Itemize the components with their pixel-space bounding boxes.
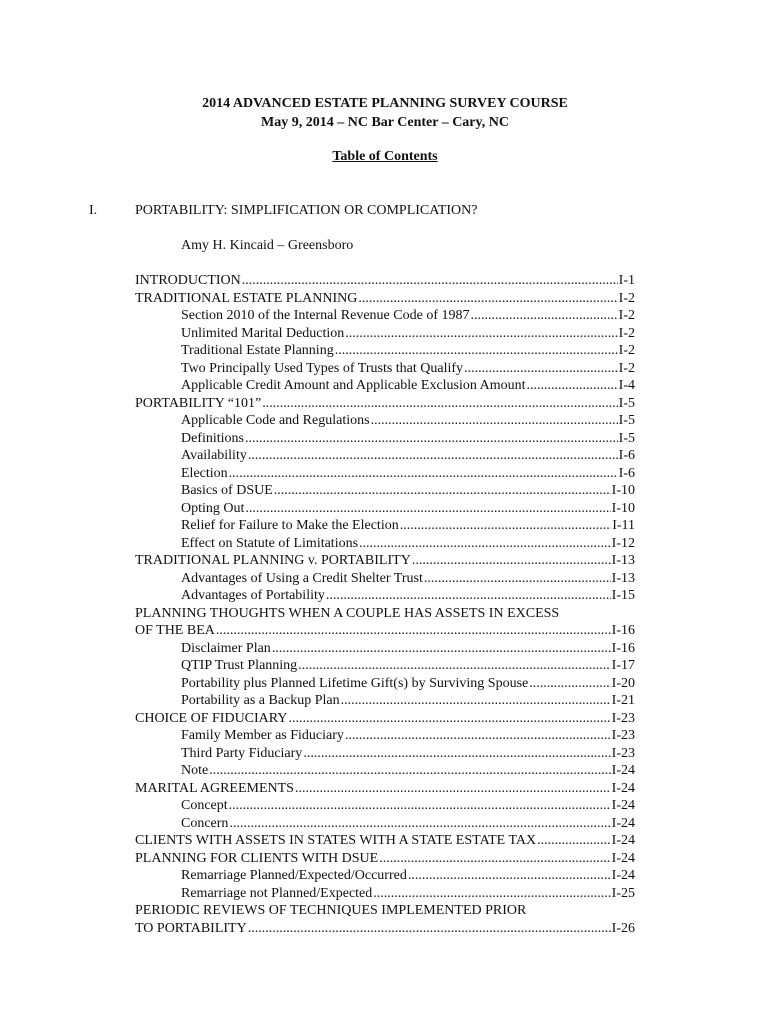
toc-entry	[181, 430, 635, 448]
toc-entry-page: I-23	[611, 745, 635, 761]
toc-dot-leader	[358, 290, 617, 308]
toc-entry-page: I-24	[611, 780, 635, 796]
toc-entry	[181, 885, 635, 903]
toc-entry-label: Availability	[181, 448, 247, 463]
toc-entry-label: QTIP Trust Planning	[181, 658, 298, 673]
toc-entry	[181, 867, 635, 885]
toc-entry	[181, 675, 635, 693]
toc-entry-page: I-6	[618, 448, 635, 463]
toc-dot-leader	[229, 797, 611, 815]
toc-entry	[181, 360, 635, 378]
toc-entry-label: TRADITIONAL ESTATE PLANNING	[135, 290, 358, 306]
toc-dot-leader	[326, 587, 611, 605]
toc-entry-label: Remarriage Planned/Expected/Occurred	[181, 868, 407, 883]
toc-dot-leader	[400, 517, 611, 535]
toc-entry-page: I-6	[618, 465, 635, 481]
toc-dot-leader	[373, 885, 610, 903]
toc-dot-leader	[345, 325, 617, 343]
toc-entry-label: PLANNING THOUGHTS WHEN A COUPLE HAS ASSETS IN EXCESS	[135, 605, 560, 621]
toc-entry	[135, 272, 635, 290]
toc-dot-leader	[229, 465, 618, 483]
toc-dot-leader	[412, 552, 611, 570]
toc-entry	[181, 745, 635, 763]
toc-entry-label: Portability as a Backup Plan	[181, 693, 340, 708]
toc-entry-page: I-2	[618, 290, 635, 306]
toc-entry-label: Effect on Statute of Limitations	[181, 535, 359, 551]
toc-entry-page: I-10	[611, 500, 635, 516]
toc-entry-label: Section 2010 of the Internal Revenue Code of 1987	[181, 308, 470, 323]
toc-entry-page: I-12	[611, 535, 635, 551]
toc-entry-label: PERIODIC REVIEWS OF TECHNIQUES IMPLEMENTED PRIOR	[135, 903, 527, 918]
toc-dot-leader	[245, 500, 610, 518]
toc-dot-leader	[424, 570, 611, 588]
toc-entry-page: I-24	[611, 763, 635, 778]
toc-entry	[181, 500, 635, 518]
toc-entry	[135, 395, 635, 413]
toc-entry-label: CLIENTS WITH ASSETS IN STATES WITH A STATE ESTATE TAX	[135, 833, 537, 848]
toc-entry-page: I-1	[618, 273, 635, 288]
toc-entry	[181, 570, 635, 588]
toc-entry-page: I-2	[618, 343, 635, 358]
toc-entry-label: Portability plus Planned Lifetime Gift(s) by Surviving Spouse	[181, 675, 529, 691]
course-title: 2014 ADVANCED ESTATE PLANNING SURVEY COURSE	[202, 96, 568, 111]
toc-entry-label: MARITAL AGREEMENTS	[135, 780, 294, 796]
toc-entry-page: I-25	[611, 885, 635, 901]
toc-entry	[135, 710, 635, 728]
toc-entry	[181, 447, 635, 465]
toc-entry-page: I-24	[611, 850, 635, 866]
toc-entry-label: TRADITIONAL PLANNING v. PORTABILITY	[135, 553, 411, 568]
toc-dot-leader	[529, 675, 610, 693]
toc-entry-label: OF THE BEA	[135, 623, 215, 638]
toc-entry	[135, 605, 635, 623]
toc-entry-label: Concern	[181, 815, 229, 831]
toc-dot-leader	[248, 447, 618, 465]
toc-dot-leader	[464, 360, 618, 378]
toc-entry-page: I-2	[618, 325, 635, 341]
toc-dot-leader	[537, 832, 611, 850]
toc-entry-label: CHOICE OF FIDUCIARY	[135, 710, 288, 726]
toc-list	[0, 272, 770, 937]
course-date-location: May 9, 2014 – NC Bar Center – Cary, NC	[261, 115, 509, 130]
toc-dot-leader	[371, 412, 618, 430]
toc-entry-page: I-13	[611, 553, 635, 568]
toc-entry-page: I-16	[611, 640, 635, 656]
toc-entry-label: PORTABILITY “101”	[135, 395, 262, 411]
toc-entry-label: Advantages of Portability	[181, 588, 325, 603]
toc-entry-label: PLANNING FOR CLIENTS WITH DSUE	[135, 850, 379, 866]
toc-entry-page: I-23	[611, 728, 635, 743]
toc-entry	[135, 850, 635, 868]
toc-entry-page: I-4	[618, 378, 635, 393]
toc-entry-page: I-11	[612, 518, 635, 533]
toc-entry-label: Traditional Estate Planning	[181, 343, 334, 358]
section-author: Amy H. Kincaid – Greensboro	[181, 238, 354, 253]
toc-entry	[181, 412, 635, 430]
toc-entry-page: I-16	[611, 623, 635, 638]
toc-dot-leader	[262, 395, 617, 413]
toc-entry-label: Relief for Failure to Make the Election	[181, 518, 399, 533]
toc-dot-leader	[272, 640, 611, 658]
toc-dot-leader	[288, 710, 610, 728]
toc-entry	[181, 797, 635, 815]
toc-dot-leader	[295, 780, 611, 798]
toc-entry-page: I-10	[611, 483, 635, 498]
toc-entry-page: I-13	[611, 570, 635, 586]
toc-entry-page: I-17	[611, 658, 635, 673]
toc-dot-leader	[242, 272, 618, 290]
toc-entry-label: Definitions	[181, 430, 244, 446]
toc-entry	[181, 692, 635, 710]
toc-entry-page: I-26	[611, 920, 635, 936]
toc-entry-page: I-24	[611, 868, 635, 883]
toc-dot-leader	[229, 815, 610, 833]
toc-entry	[181, 815, 635, 833]
toc-entry	[135, 920, 635, 938]
toc-entry	[135, 290, 635, 308]
toc-entry	[181, 377, 635, 395]
toc-entry-label: Concept	[181, 798, 228, 813]
toc-entry	[181, 517, 635, 535]
toc-entry	[135, 832, 635, 850]
toc-entry	[135, 902, 635, 920]
toc-entry	[181, 482, 635, 500]
document-header	[0, 94, 770, 132]
toc-entry-label: Disclaimer Plan	[181, 640, 271, 656]
toc-dot-leader	[527, 377, 618, 395]
toc-entry-page: I-24	[611, 815, 635, 831]
toc-entry	[135, 552, 635, 570]
toc-dot-leader	[345, 727, 611, 745]
toc-entry-label: INTRODUCTION	[135, 273, 241, 288]
toc-entry-page: I-5	[618, 395, 635, 411]
toc-entry-page: I-23	[611, 710, 635, 726]
toc-entry-label: Advantages of Using a Credit Shelter Trust	[181, 570, 423, 586]
section-number: I.	[89, 203, 98, 218]
toc-entry	[181, 762, 635, 780]
toc-entry-label: Remarriage not Planned/Expected	[181, 885, 373, 901]
toc-entry-page: I-24	[611, 798, 635, 813]
toc-heading: Table of Contents	[332, 149, 438, 164]
toc-dot-leader	[248, 920, 611, 938]
toc-entry	[181, 727, 635, 745]
toc-dot-leader	[335, 342, 618, 360]
toc-entry-label: Family Member as Fiduciary	[181, 728, 344, 743]
toc-dot-leader	[359, 535, 611, 553]
toc-entry-page: I-5	[618, 413, 635, 428]
toc-entry	[181, 640, 635, 658]
toc-dot-leader	[216, 622, 611, 640]
toc-dot-leader	[303, 745, 610, 763]
toc-entry-page: I-20	[611, 675, 635, 691]
toc-entry-page: I-2	[618, 360, 635, 376]
toc-dot-leader	[408, 867, 611, 885]
toc-entry-page: I-15	[611, 588, 635, 603]
toc-entry	[181, 465, 635, 483]
toc-entry-label: Two Principally Used Types of Trusts that Qualify	[181, 360, 464, 376]
toc-dot-leader	[379, 850, 610, 868]
toc-entry-page: I-24	[611, 833, 635, 848]
toc-entry-page: I-2	[618, 308, 635, 323]
toc-entry-label: Basics of DSUE	[181, 483, 273, 498]
toc-entry-label: Note	[181, 763, 209, 778]
toc-dot-leader	[245, 430, 618, 448]
toc-entry	[181, 657, 635, 675]
toc-entry	[135, 780, 635, 798]
toc-entry	[181, 325, 635, 343]
toc-entry-label: Applicable Code and Regulations	[181, 413, 370, 428]
toc-dot-leader	[209, 762, 610, 780]
toc-entry-label: TO PORTABILITY	[135, 920, 247, 936]
toc-entry-label: Applicable Credit Amount and Applicable Exclusion Amount	[181, 378, 526, 393]
toc-entry	[181, 342, 635, 360]
toc-entry	[181, 307, 635, 325]
toc-dot-leader	[274, 482, 611, 500]
toc-entry-page: I-5	[618, 430, 635, 446]
toc-entry	[135, 622, 635, 640]
toc-entry	[181, 587, 635, 605]
toc-dot-leader	[298, 657, 610, 675]
section-title: PORTABILITY: SIMPLIFICATION OR COMPLICATION?	[135, 203, 478, 218]
toc-entry-page: I-21	[611, 693, 635, 708]
toc-entry-label: Unlimited Marital Deduction	[181, 325, 345, 341]
toc-entry-label: Election	[181, 465, 228, 481]
toc-dot-leader	[341, 692, 611, 710]
toc-entry	[181, 535, 635, 553]
toc-entry-label: Third Party Fiduciary	[181, 745, 303, 761]
toc-entry-label: Opting Out	[181, 500, 245, 516]
toc-dot-leader	[470, 307, 617, 325]
